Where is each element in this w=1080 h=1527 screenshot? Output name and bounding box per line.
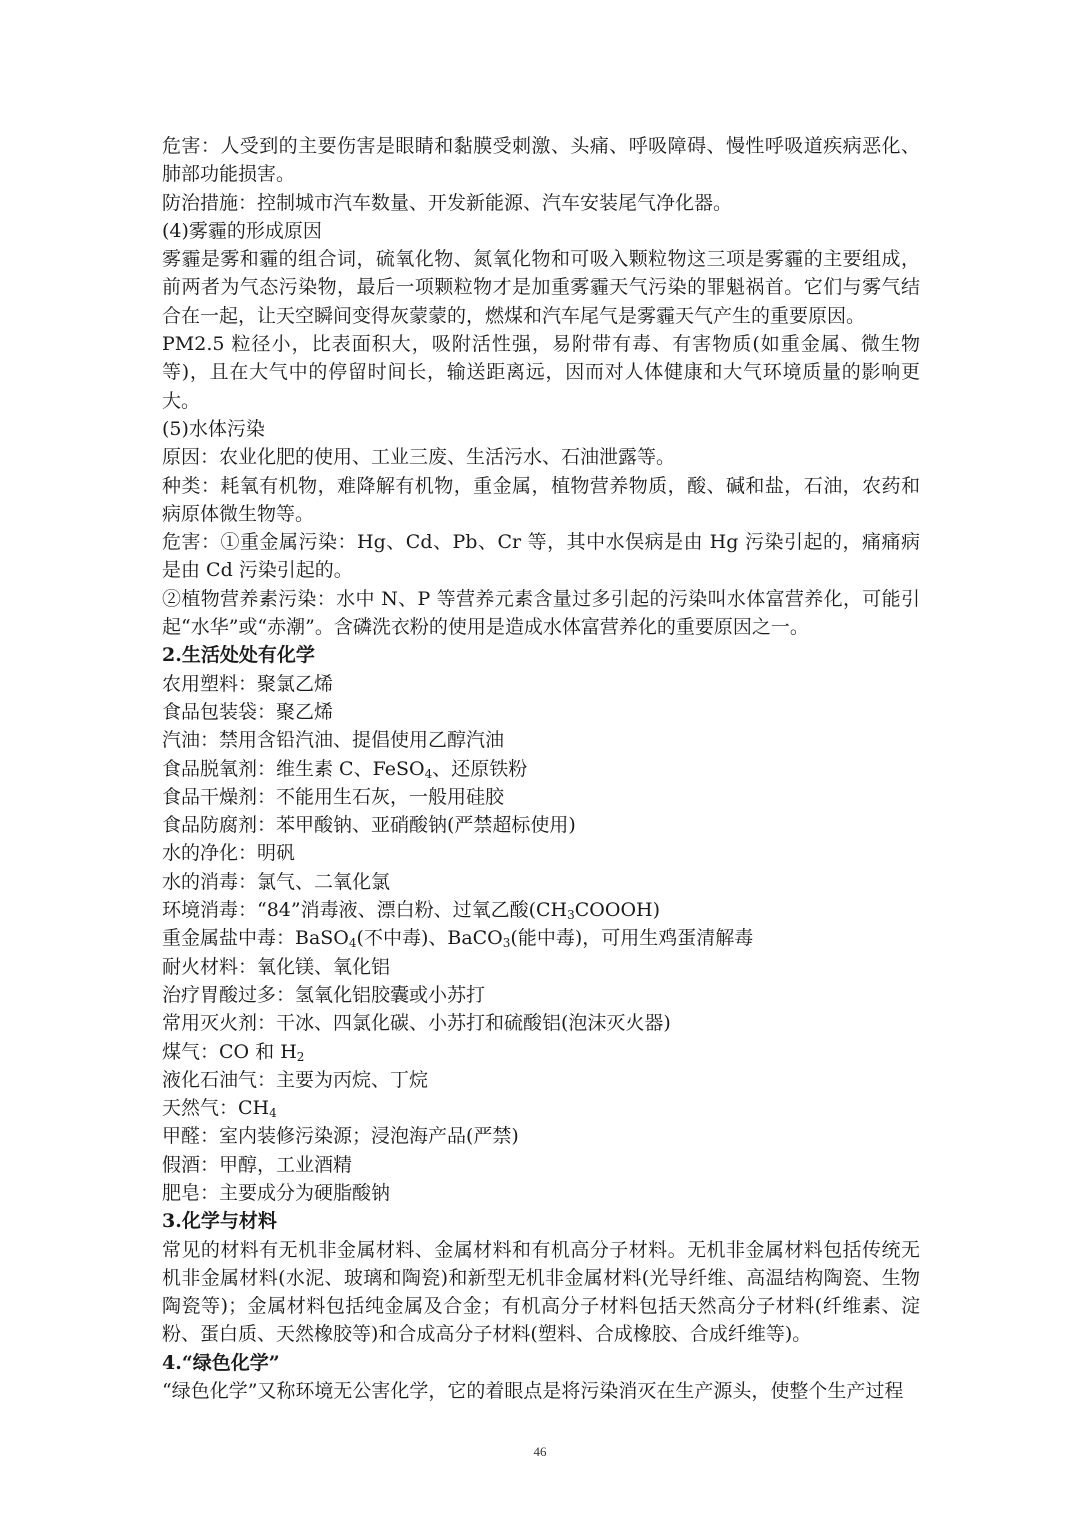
list-item: 假酒：甲醇，工业酒精	[162, 1153, 353, 1176]
smog-paragraph: 雾霾是雾和霾的组合词，硫氧化物、氮氧化物和可吸入颗粒物这三项是雾霾的主要组成，前两者为气态污染物，最后一项颗粒物才是加重雾霾天气污染的罪魁祸首。它们与雾气结合在一起，让天空瞬间变得灰蒙蒙的，燃煤和汽车尾气是雾霾天气产生的重要原因。	[162, 248, 920, 327]
list-item: 食品防腐剂：苯甲酸钠、亚硝酸钠(严禁超标使用)	[162, 814, 576, 837]
hazard-paragraph: 危害：人受到的主要伤害是眼睛和黏膜受刺激、头痛、呼吸障碍、慢性呼吸道疾病恶化、肺部功能损害。	[162, 135, 920, 186]
green-chemistry-paragraph: “绿色化学”又称环境无公害化学，它的着眼点是将污染消灭在生产源头，使整个生产过程	[162, 1380, 904, 1403]
water-types-paragraph: 种类：耗氧有机物，难降解有机物，重金属，植物营养物质，酸、碱和盐，石油，农药和病原体微生物等。	[162, 474, 920, 525]
list-item: 农用塑料：聚氯乙烯	[162, 672, 334, 695]
heavy-metal-paragraph: 危害：①重金属污染：Hg、Cd、Pb、Cr 等，其中水俣病是由 Hg 污染引起的，痛痛病是由 Cd 污染引起的。	[162, 531, 920, 582]
list-item: 常用灭火剂：干冰、四氯化碳、小苏打和硫酸铝(泡沫灭火器)	[162, 1012, 671, 1035]
list-item-coal-gas: 煤气：CO 和 $H_2$	[162, 1040, 305, 1064]
list-item-natural-gas: 天然气：$CH_4$	[162, 1097, 277, 1121]
page-content	[162, 132, 920, 1405]
list-item: 水的消毒：氯气、二氧化氯	[162, 870, 391, 893]
prevention-paragraph: 防治措施：控制城市汽车数量、开发新能源、汽车安装尾气净化器。	[162, 191, 733, 214]
list-item: 水的净化：明矾	[162, 842, 296, 865]
list-item: 食品包装袋：聚乙烯	[162, 700, 334, 723]
water-pollution-subheading: (5)水体污染	[162, 417, 265, 440]
section-heading-green-chemistry: 4.“绿色化学”	[162, 1351, 280, 1374]
materials-paragraph: 常见的材料有无机非金属材料、金属材料和有机高分子材料。无机非金属材料包括传统无机非金属材料(水泥、玻璃和陶瓷)和新型无机非金属材料(光导纤维、高温结构陶瓷、生物陶瓷等)；金属材料包括纯金属及合金；有机高分子材料包括天然高分子材料(纤维素、淀粉、蛋白质、天然橡胶等)和合成高分子材料(塑料、合成橡胶、合成纤维等)。	[162, 1238, 920, 1346]
pm25-paragraph: PM2.5 粒径小，比表面积大，吸附活性强，易附带有毒、有害物质(如重金属、微生物等)，且在大气中的停留时间长，输送距离远，因而对人体健康和大气环境质量的影响更大。	[162, 333, 920, 412]
list-item: 耐火材料：氧化镁、氧化铝	[162, 955, 391, 978]
list-item: 治疗胃酸过多：氢氧化铝胶囊或小苏打	[162, 983, 486, 1006]
list-item: 食品干燥剂：不能用生石灰，一般用硅胶	[162, 785, 505, 808]
section-heading-materials: 3.化学与材料	[162, 1210, 277, 1233]
list-item: 肥皂：主要成分为硬脂酸钠	[162, 1181, 391, 1204]
list-item: 甲醛：室内装修污染源；浸泡海产品(严禁)	[162, 1125, 519, 1148]
section-heading-life-chemistry: 2.生活处处有化学	[162, 644, 315, 667]
water-cause-paragraph: 原因：农业化肥的使用、工业三废、生活污水、石油泄露等。	[162, 446, 676, 469]
list-item: 液化石油气：主要为丙烷、丁烷	[162, 1068, 429, 1091]
list-item-deoxidizer: 食品脱氧剂：维生素 C、FeSO$_4$、还原铁粉	[162, 757, 528, 781]
page-number: 46	[533, 1444, 547, 1459]
list-item-disinfection: 环境消毒：“84”消毒液、漂白粉、过氧乙酸$(CH_3COOOH)$	[162, 899, 661, 923]
nutrient-pollution-paragraph: ②植物营养素污染：水中 N、P 等营养元素含量过多引起的污染叫水体富营养化，可能引起“水华”或“赤潮”。含磷洗衣粉的使用是造成水体富营养化的重要原因之一。	[162, 587, 920, 639]
smog-cause-subheading: (4)雾霾的形成原因	[162, 219, 322, 242]
list-item-heavy-metal-poisoning: 重金属盐中毒：BaSO$_4$(不中毒)、BaCO$_3$(能中毒)，可用生鸡蛋清解毒	[162, 927, 754, 951]
list-item: 汽油：禁用含铅汽油、提倡使用乙醇汽油	[162, 729, 505, 752]
